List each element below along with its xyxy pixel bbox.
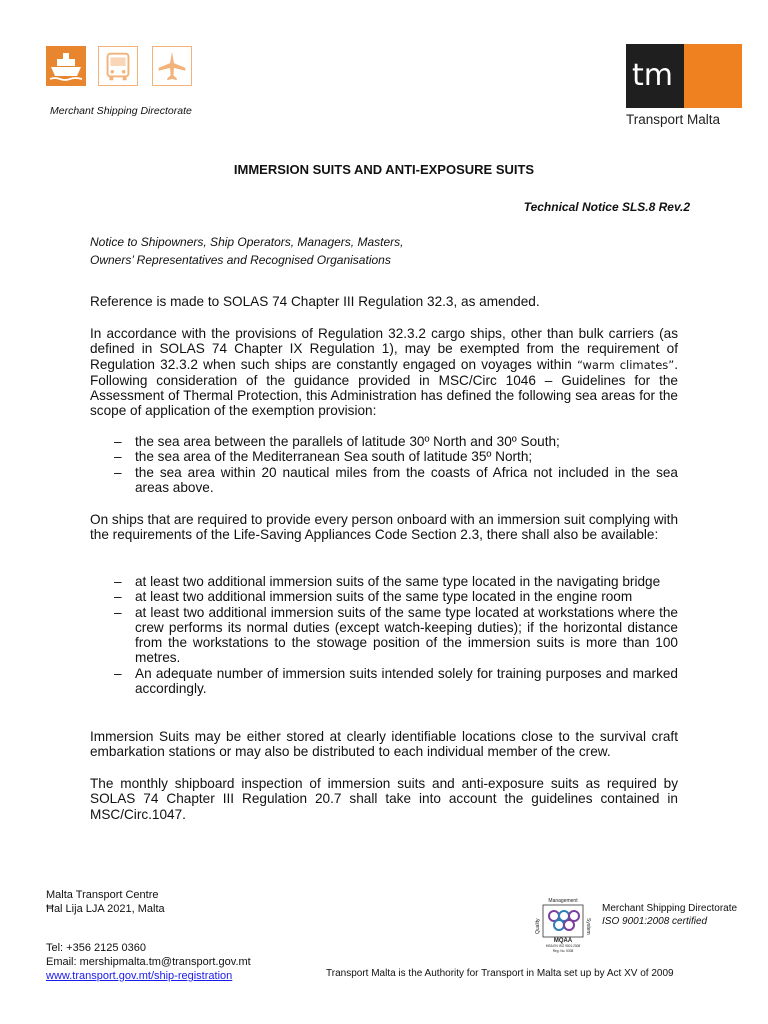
plane-icon xyxy=(152,46,192,86)
additional-suits-list xyxy=(90,574,678,696)
list-item: – at least two additional immersion suits of the same type located at workstations where the crew performs its normal duties (except watch-keeping duties); if the horizontal distance from the workstations to the stowage position of the immersion suits is more than 100 metres. xyxy=(114,604,678,666)
certification-text xyxy=(602,902,737,928)
sea-areas-list xyxy=(90,434,678,495)
email: Email: mershipmalta.tm@transport.gov.mt xyxy=(46,956,251,968)
paragraph-exemption xyxy=(90,326,678,419)
paragraph-requirements xyxy=(90,512,678,543)
paragraph-5: The monthly shipboard inspection of immersion suits and anti-exposure suits as required by SOLAS 74 Chapter III Regulation 20.7 shall take into account the guidelines contained in MSC/Circ.1047. xyxy=(90,776,678,822)
footer-contact xyxy=(46,941,251,983)
paragraph-4: Immersion Suits may be either stored at clearly identifiable locations close to the survival craft embarkation stations or may also be distributed to each individual member of the crew. xyxy=(90,729,678,760)
cert-label: Quality xyxy=(535,918,541,934)
cert-label: Management xyxy=(548,898,578,904)
paragraph-3: On ships that are required to provide every person onboard with an immersion suit complying with the requirements of the Life-Saving Appliances Code Section 2.3, there shall also be available: xyxy=(90,512,678,543)
logo-dark-block xyxy=(626,44,684,108)
paragraph-reference xyxy=(90,294,678,309)
list-item: – the sea area between the parallels of latitude 30º North and 30º South; xyxy=(114,434,560,449)
directorate-label: Merchant Shipping Directorate xyxy=(50,105,192,117)
paragraph-2-part-b: . Following consideration of the guidance provided in MSC/Circ 1046 – Guidelines for the Assessment of Thermal Protection, this Administration has defined the following sea areas for the scope of application of the exemption provision: xyxy=(90,356,678,419)
addressees xyxy=(90,233,403,269)
cert-directorate: Merchant Shipping Directorate xyxy=(602,903,738,914)
logo-text: tm xyxy=(632,58,673,93)
list-item: – at least two additional immersion suits of the same type located in the engine room xyxy=(114,589,633,605)
logo-name: Transport Malta xyxy=(626,112,721,127)
paragraph-2-part-a: In accordance with the provisions of Regulation 32.3.2 cargo ships, other than bulk carriers (as defined in SOLAS 74 Chapter IX Regulation 1), may be exempted from the requirement of Regulation 32.3.2 when such ships are constantly engaged on voyages within xyxy=(90,326,678,372)
transport-malta-logo xyxy=(626,44,742,108)
cert-label: MQAA xyxy=(553,938,573,944)
cert-iso: ISO 9001:2008 certified xyxy=(602,916,708,927)
paragraph-inspection xyxy=(90,776,678,822)
ship-icon xyxy=(46,46,86,86)
logo-orange-block xyxy=(684,44,742,108)
paragraph-2 xyxy=(90,326,678,419)
cert-label: Reg. No. 5308 xyxy=(552,949,574,953)
notice-reference: Technical Notice SLS.8 Rev.2 xyxy=(523,200,690,214)
quality-certification-logo xyxy=(534,896,592,954)
addressees-line-2: Owners’ Representatives and Recognised Organisations xyxy=(90,253,391,267)
cert-label: System xyxy=(585,918,591,935)
cert-label: MSA EN ISO 9001:2008 xyxy=(545,944,581,948)
list-item: – at least two additional immersion suits of the same type located in the navigating bridge xyxy=(114,574,661,589)
paragraph-1: Reference is made to SOLAS 74 Chapter III Regulation 32.3, as amended. xyxy=(90,294,540,309)
address-line-2: Ħal Lija LJA 2021, Malta xyxy=(46,903,165,915)
paragraph-storage xyxy=(90,729,678,760)
list-item: – the sea area within 20 nautical miles from the coasts of Africa not included in the sea areas above. xyxy=(114,464,678,495)
document-title: IMMERSION SUITS AND ANTI-EXPOSURE SUITS xyxy=(233,162,535,177)
website-link[interactable]: www.transport.gov.mt/ship-registration xyxy=(46,970,233,982)
authority-statement: Transport Malta is the Authority for Transport in Malta set up by Act XV of 2009 xyxy=(326,968,674,979)
bus-icon xyxy=(98,46,138,86)
list-item: – the sea area of the Mediterranean Sea south of latitude 35º North; xyxy=(114,449,533,465)
address-line-1: Malta Transport Centre xyxy=(46,889,159,901)
list-item: – An adequate number of immersion suits intended solely for training purposes and marked accordingly. xyxy=(114,665,678,697)
addressees-line-1: Notice to Shipowners, Ship Operators, Managers, Masters, xyxy=(90,235,404,249)
warm-climates-quote: “warm climates” xyxy=(576,357,675,372)
telephone: Tel: +356 2125 0360 xyxy=(46,942,147,954)
footer-address xyxy=(46,888,165,916)
